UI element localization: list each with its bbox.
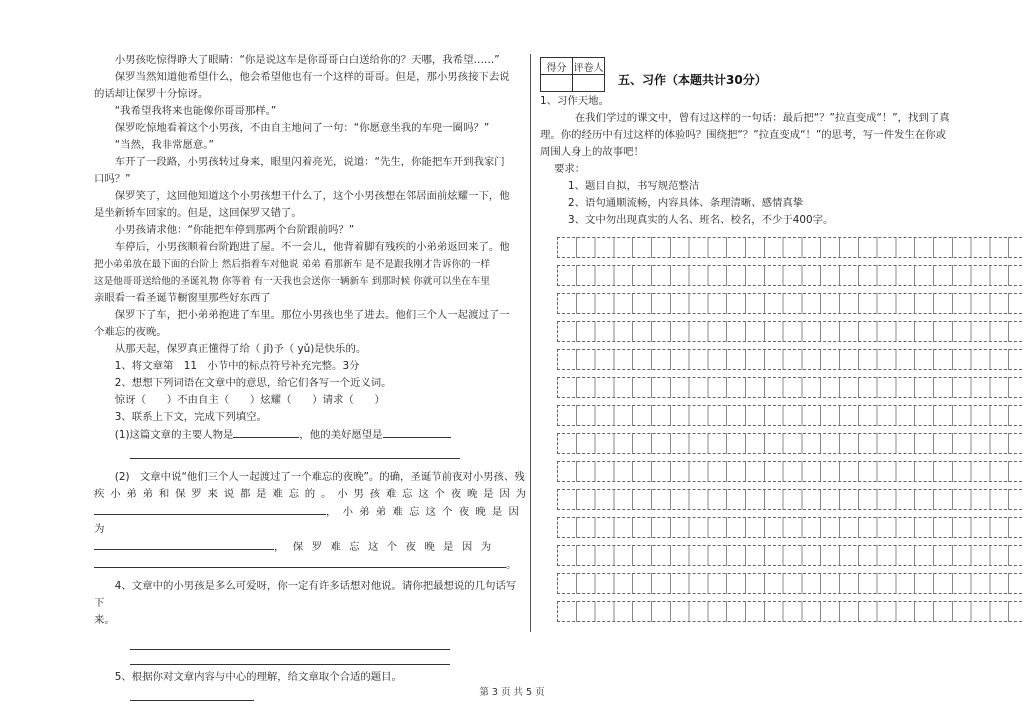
- writing-grid-row[interactable]: [557, 321, 1024, 342]
- question-3-1: [94, 426, 526, 444]
- answer-blank[interactable]: [94, 538, 274, 550]
- passage-paragraph: 的话却让保罗十分惊讶。: [94, 88, 209, 100]
- passage-paragraph: 个难忘的夜晚。: [94, 326, 167, 338]
- passage-paragraph: 保罗下了车，把小弟弟抱进了车里。那位小男孩也坐了进去。他们三个人一起渡过了一: [114, 309, 510, 321]
- question-5: 5、根据你对文章内容与中心的理解，给文章取个合适的题目。: [114, 671, 402, 683]
- writing-grid-row[interactable]: [557, 349, 1024, 370]
- question-3-2-text: 疾小弟弟和保罗来说都是难忘的。小男孩难忘这个夜晚是因为: [94, 488, 526, 500]
- question-3-2-text: ，小弟弟难忘这个夜晚是因为: [94, 506, 526, 535]
- answer-line[interactable]: [130, 444, 460, 459]
- writing-grid-row[interactable]: [557, 377, 1024, 398]
- question-3-2-line: [94, 486, 526, 503]
- question-3-2-text: ，保罗难忘这个夜晚是因为: [274, 541, 500, 553]
- answer-blank[interactable]: [233, 426, 299, 438]
- passage-paragraph: 保罗当然知道他希望什么，他会希望他也有一个这样的哥哥。但是，那小男孩接下去说: [114, 71, 510, 83]
- question-3-2: (2) 文章中说“他们三个人一起渡过了一个难忘的夜晚”。的确，圣诞节前夜对小男孩、残: [114, 471, 525, 483]
- passage-paragraph: 是坐新轿车回家的。但是，这回保罗又错了。: [94, 207, 302, 219]
- writing-grid-row[interactable]: [557, 433, 1024, 454]
- score-label: 得分: [541, 58, 573, 75]
- passage-paragraph: 车停后，小男孩顺着台阶跑进了屋。不一会儿，他背着脚有残疾的小弟弟返回来了。他: [114, 241, 510, 253]
- question-2-words: 惊讶（ ）不由自主（ ）炫耀（ ）请求（ ）: [114, 394, 385, 406]
- task-intro: 理。你的经历中有过这样的体验吗？围绕把“？”拉直变成“！”的思考，写一件发生在你或: [540, 129, 946, 141]
- section-title: 五、习作（本题共计30分）: [618, 73, 767, 87]
- writing-grid-row[interactable]: [557, 573, 1024, 594]
- passage-paragraph: “我希望我将来也能像你哥哥那样。”: [114, 105, 277, 117]
- passage-paragraph: 亲眼看一看圣诞节橱窗里那些好东西了: [94, 292, 271, 304]
- answer-blank[interactable]: [94, 503, 326, 515]
- requirements-label: 要求：: [554, 163, 586, 175]
- answer-line[interactable]: [130, 635, 450, 650]
- writing-grid-row[interactable]: [557, 265, 1024, 286]
- writing-grid-row[interactable]: [557, 545, 1024, 566]
- passage-paragraph: 从那天起，保罗真正懂得了给（ jǐ)予（ yǔ)是快乐的。: [114, 343, 367, 355]
- question-2: 2、想想下列词语在文章中的意思，给它们各写一个近义词。: [114, 377, 392, 389]
- score-box: [540, 57, 605, 92]
- reviewer-label: 评卷人: [573, 58, 605, 75]
- passage-paragraph: 保罗笑了，这回他知道这个小男孩想干什么了，这个小男孩想在邻居面前炫耀一下，他: [114, 190, 510, 202]
- passage-paragraph: 保罗吃惊地看着这个小男孩，不由自主地问了一句：“你愿意坐我的车兜一圈吗？”: [114, 122, 490, 134]
- question-3-1-text-b: ，他的美好愿望是: [299, 429, 383, 441]
- score-cell[interactable]: [541, 75, 573, 92]
- passage-paragraph: “当然，我非常愿意。”: [114, 139, 214, 151]
- task-intro: 周围人身上的故事吧！: [540, 146, 644, 158]
- writing-grid-row[interactable]: [557, 405, 1024, 426]
- passage-paragraph: 小男孩吃惊得睁大了眼睛：“你是说这车是你哥哥白白送给你的？天哪，我希望……”: [114, 54, 500, 66]
- writing-grid-row[interactable]: [557, 237, 1024, 258]
- requirement-item: 3、文中勿出现真实的人名、班名、校名，不少于400字。: [568, 214, 834, 226]
- question-3-2-line: [94, 503, 526, 538]
- passage-paragraph: 口吗？”: [94, 173, 131, 185]
- task-title: 1、习作天地。: [540, 95, 609, 107]
- question-3-2-line: [94, 538, 526, 556]
- question-4: 4、文章中的小男孩是多么可爱呀，你一定有许多话想对他说。请你把最想说的几句话写下: [94, 580, 517, 609]
- question-3-1-text: (1)这篇文章的主要人物是: [114, 429, 234, 441]
- requirement-item: 2、语句通顺流畅，内容具体、条理清晰、感情真挚: [568, 197, 804, 209]
- writing-grid-row[interactable]: [557, 517, 1024, 538]
- question-1: 1、将文章第 11 小节中的标点符号补充完整。3分: [114, 360, 360, 372]
- writing-grid-row[interactable]: [557, 293, 1024, 314]
- reviewer-cell[interactable]: [573, 75, 605, 92]
- question-3-2-line: 。: [94, 556, 526, 574]
- task-intro: 在我们学过的课文中，曾有过这样的一句话：最后把“？”拉直变成“！”，找到了真: [574, 112, 950, 124]
- answer-blank[interactable]: [94, 556, 506, 568]
- writing-task-column: [540, 93, 1010, 229]
- column-divider: [530, 54, 531, 632]
- question-4: 来。: [94, 614, 115, 626]
- passage-paragraph: 把小弟弟放在最下面的台阶上 然后指着车对他说 弟弟 看那新车 是不是跟我刚才告诉你的一样: [94, 259, 490, 270]
- answer-blank[interactable]: [383, 426, 451, 438]
- writing-grid-row[interactable]: [557, 461, 1024, 482]
- requirement-item: 1、题目自拟，书写规范整洁: [568, 180, 700, 192]
- passage-paragraph: 小男孩请求他：“你能把车停到那两个台阶跟前吗？”: [114, 224, 355, 236]
- writing-grid-row[interactable]: [557, 601, 1024, 622]
- answer-line[interactable]: [130, 650, 450, 665]
- writing-grid-row[interactable]: [557, 489, 1024, 510]
- passage-paragraph: 这是他哥哥送给他的圣诞礼物 你等着 有一天我也会送你一辆新车 到那时候 你就可以坐在车里: [94, 276, 490, 287]
- question-3: 3、联系上下文，完成下列填空。: [114, 411, 267, 423]
- passage-paragraph: 车开了一段路，小男孩转过身来，眼里闪着亮光，说道：“先生，你能把车开到我家门: [114, 156, 505, 168]
- page-number: 第 3 页 共 5 页: [479, 687, 545, 698]
- reading-passage-column: [94, 52, 526, 701]
